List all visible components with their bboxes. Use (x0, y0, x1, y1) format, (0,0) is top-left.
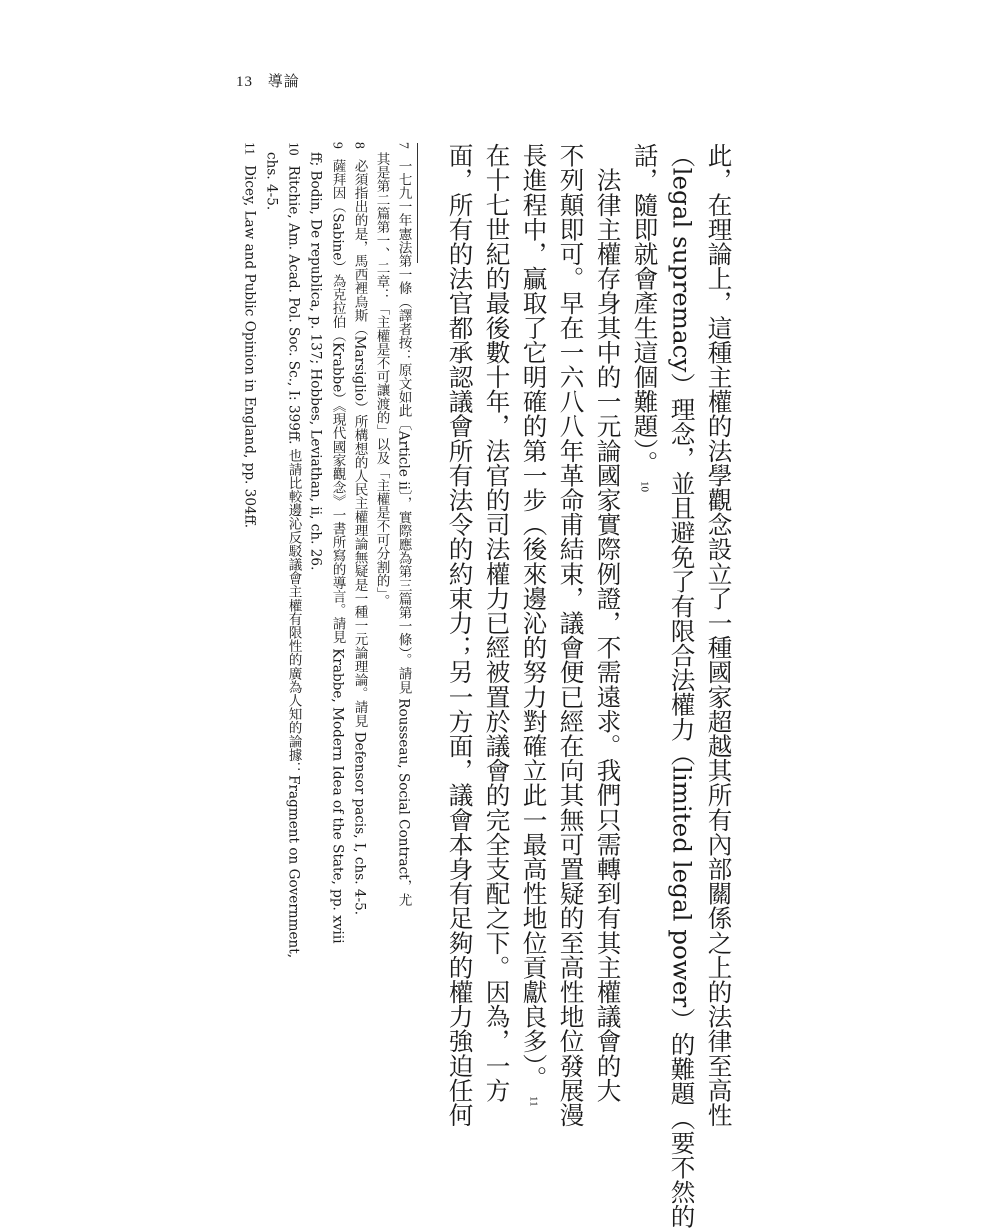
footnote: chs. 4-5. (263, 152, 280, 211)
body-line: 面，所有的法官都承認議會所有法令的約束力；另一方面，議會本身有足夠的權力強迫任何 (445, 143, 475, 1127)
footnote-ref: 11 (527, 1096, 540, 1107)
body-line: 不列顛即可。早在一六八八年革命甫結束，議會便已經在向其無可置疑的至高性地位發展漫 (556, 143, 586, 1127)
chapter-title: 導論 (267, 74, 300, 90)
footnote: 11Dicey, Law and Public Opinion in England, pp. 304ff. (241, 142, 258, 529)
body-line: 此，在理論上，這種主權的法學觀念設立了一種國家超越其所有內部關係之上的法律至高性 (704, 143, 734, 1127)
body-line: 長進程中，贏取了它明確的第一步（後來邊沁的努力對確立此一最高性地位貢獻良多）。11 (519, 143, 549, 1107)
footnote-divider (417, 143, 418, 263)
running-header (236, 70, 300, 91)
body-line: 話，隨即就會產生這個難題）。10 (630, 143, 660, 493)
body-line: 在十七世紀的最後數十年，法官的司法權力已經被置於議會的完全支配之下。因為，一方 (482, 143, 512, 1103)
footnote: 9薩拜因（Sabine）為克拉伯（Krabbe）《現代國家觀念》一書所寫的導言。請見 Krabbe, Modern Idea of the State, pp. xviii (329, 142, 346, 944)
footnote: 其是第二篇第一、二章：「主權是不可讓渡的」以及「主權是不可分割的」。 (373, 152, 390, 608)
page-number: 13 (236, 74, 253, 90)
footnote: 10Ritchie, Am. Acad. Pol. Soc. Sc., I: 399ff. 也請比較邊沁反駁議會主權有限性的廣為人知的論據：Fragment on Government, (285, 142, 302, 959)
body-line: （legal supremacy）理念，並且避免了有限合法權力（limited legal power）的難題（要不然的 (667, 143, 697, 1229)
footnote: 7一七九一年憲法第一條（譯者按：原文如此〔Article ii〕，實際應為第三篇第一條）。請見 Rousseau, Social Contract，尤 (395, 142, 412, 907)
footnote-ref: 10 (638, 481, 651, 493)
body-line: 法律主權存身其中的一元論國家實際例證，不需遠求。我們只需轉到有其主權議會的大 (593, 143, 623, 1103)
footnote: 8必須指出的是，馬西裡烏斯（Marsiglio）所構想的人民主權理論無疑是一種一元論理論。請見 Defensor pacis, I, chs. 4-5. (351, 142, 368, 916)
footnote: ff; Bodin, De republica, p. 137; Hobbes, Leviathan, ii, ch. 26. (307, 152, 324, 571)
